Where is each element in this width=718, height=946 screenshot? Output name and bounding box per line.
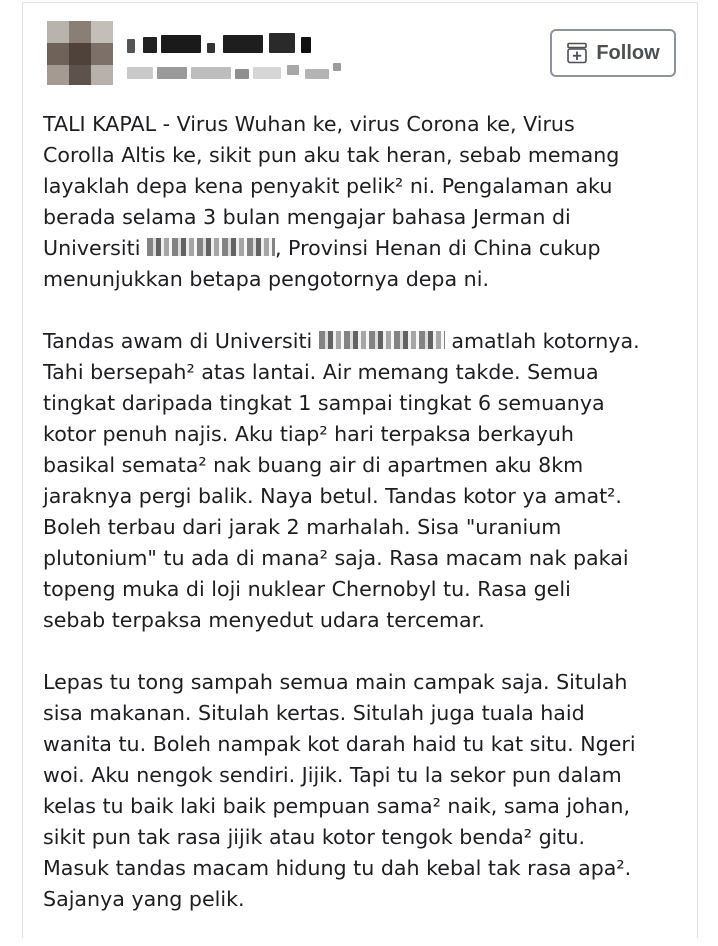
post-meta-redacted [127,63,347,83]
post-text: , Provinsi Henan di China cukup [274,236,601,260]
post-line [43,233,683,264]
post-line: jaraknya pergi balik. Naya betul. Tandas kotor ya amat². [43,484,622,508]
follow-button[interactable] [550,29,676,77]
redacted-university-name [319,331,445,349]
post-line: tingkat daripada tingkat 1 sampai tingkat 6 semuanya [43,391,605,415]
post-text: Universiti [43,236,141,260]
post-line: TALI KAPAL - Virus Wuhan ke, virus Corona ke, Virus [43,112,575,136]
post-line: kelas tu baik laki baik pempuan sama² naik, sama johan, [43,794,631,818]
post-line: sebab terpaksa menyedut udara tercemar. [43,608,485,632]
post-line: basikal semata² nak buang air di apartmen aku 8km [43,453,584,477]
post-line [43,326,683,357]
post-line: Masuk tandas macam hidung tu dah kebal tak rasa apa². [43,856,632,880]
post-paragraph [43,326,683,636]
post-line: woi. Aku nengok sendiri. Jijik. Tapi tu la sekor pun dalam [43,763,622,787]
post-line: Lepas tu tong sampah semua main campak saja. Situlah [43,670,628,694]
post-line: layaklah depa kena penyakit pelik² ni. Pengalaman aku [43,174,613,198]
post-line: topeng muka di loji nuklear Chernobyl tu. Rasa geli [43,577,571,601]
avatar[interactable] [47,21,113,85]
post-line: Boleh terbau dari jarak 2 marhalah. Sisa "uranium [43,515,562,539]
post-line: berada selama 3 bulan mengajar bahasa Jerman di [43,205,571,229]
post-line: Corolla Altis ke, sikit pun aku tak heran, sebab memang [43,143,620,167]
follow-label: Follow [596,41,660,64]
post-paragraph [43,109,683,295]
post-line: Sajanya yang pelik. [43,887,245,911]
post-line: menunjukkan betapa pengotornya depa ni. [43,267,489,291]
author-name-redacted[interactable] [127,31,327,57]
post-line: wanita tu. Boleh nampak kot darah haid tu kat situ. Ngeri [43,732,636,756]
post-text: amatlah kotornya. [451,329,640,353]
post-line: Tahi bersepah² atas lantai. Air memang takde. Semua [43,360,599,384]
follow-add-icon [566,42,588,64]
post-line: sikit pun tak rasa jijik atau kotor tengok benda² gitu. [43,825,586,849]
post-text: Tandas awam di Universiti [43,329,313,353]
post-line: kotor penuh najis. Aku tiap² hari terpaksa berkayuh [43,422,574,446]
post-line: plutonium" tu ada di mana² saja. Rasa macam nak pakai [43,546,629,570]
post-paragraph [43,667,683,915]
post-line: sisa makanan. Situlah kertas. Situlah juga tuala haid [43,701,585,725]
post-card [22,2,698,938]
redacted-university-name [147,238,275,256]
post-body [43,109,683,946]
